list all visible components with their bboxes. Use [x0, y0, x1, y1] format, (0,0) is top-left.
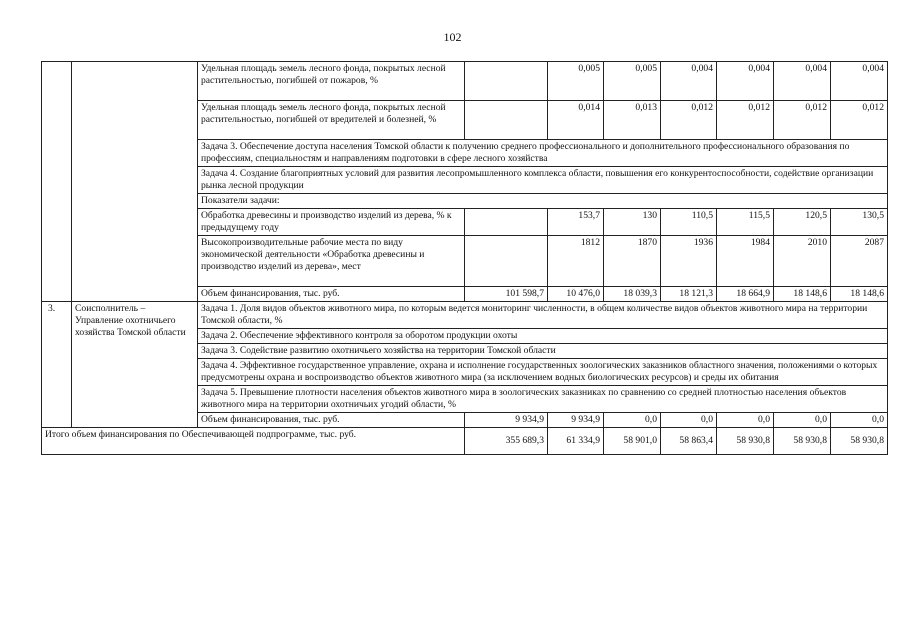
value-cell: 0,014 [548, 101, 604, 140]
task-description: Задача 2. Обеспечение эффективного контроля за оборотом продукции охоты [198, 328, 888, 343]
table-row [42, 301, 888, 328]
value-cell: 0,0 [661, 412, 717, 427]
value-cell: 0,004 [717, 62, 774, 101]
task-description: Задача 1. Доля видов объектов животного мира, по которым ведется мониторинг численности, в общем количестве видов объектов животного мира на территории Томской области, % [198, 301, 888, 328]
task-description: Задача 5. Превышение плотности населения объектов животного мира в зоологических заказниках по сравнению со средней плотностью населения объектов животного мира на территории охотничьих угодий области, % [198, 385, 888, 412]
value-cell: 0,0 [604, 412, 661, 427]
table-row [42, 62, 888, 101]
value-cell: 130 [604, 208, 661, 235]
base-value [465, 62, 548, 101]
value-cell: 18 148,6 [774, 286, 831, 301]
indicator-label: Обработка древесины и производство изделий из дерева, % к предыдущему году [198, 208, 465, 235]
value-cell: 0,012 [831, 101, 888, 140]
value-cell: 1936 [661, 235, 717, 286]
value-cell: 58 930,8 [717, 427, 774, 454]
base-value [465, 208, 548, 235]
value-cell: 0,004 [831, 62, 888, 101]
value-cell: 10 476,0 [548, 286, 604, 301]
base-value: 355 689,3 [465, 427, 548, 454]
value-cell: 0,012 [774, 101, 831, 140]
value-cell: 153,7 [548, 208, 604, 235]
value-cell: 2010 [774, 235, 831, 286]
value-cell: 0,012 [661, 101, 717, 140]
value-cell: 18 121,3 [661, 286, 717, 301]
value-cell: 0,012 [717, 101, 774, 140]
section-executor: Соисполнитель – Управление охотничьего хозяйства Томской области [72, 301, 198, 427]
value-cell: 58 930,8 [831, 427, 888, 454]
executor-cell [72, 62, 198, 302]
task-description: Задача 3. Содействие развитию охотничьего хозяйства на территории Томской области [198, 343, 888, 358]
value-cell: 18 148,6 [831, 286, 888, 301]
value-cell: 1984 [717, 235, 774, 286]
value-cell: 58 901,0 [604, 427, 661, 454]
value-cell: 18 039,3 [604, 286, 661, 301]
section-number: 3. [42, 301, 72, 427]
value-cell: 9 934,9 [548, 412, 604, 427]
value-cell: 0,0 [717, 412, 774, 427]
indicator-label: Удельная площадь земель лесного фонда, покрытых лесной растительностью, погибшей от пожаров, % [198, 62, 465, 101]
value-cell: 61 334,9 [548, 427, 604, 454]
value-cell: 0,005 [548, 62, 604, 101]
base-value [465, 235, 548, 286]
value-cell: 2087 [831, 235, 888, 286]
value-cell: 120,5 [774, 208, 831, 235]
base-value [465, 101, 548, 140]
base-value: 9 934,9 [465, 412, 548, 427]
indicator-label: Удельная площадь земель лесного фонда, покрытых лесной растительностью, погибшей от вредителей и болезней, % [198, 101, 465, 140]
task-description: Задача 3. Обеспечение доступа населения Томской области к получению среднего профессионального и дополнительного профессионального образования по профессиям, специальностям и направлениям подготовки в сфере лесного хозяйства [198, 140, 888, 167]
total-label: Итого объем финансирования по Обеспечивающей подпрограмме, тыс. руб. [42, 427, 465, 454]
value-cell: 0,004 [661, 62, 717, 101]
value-cell: 18 664,9 [717, 286, 774, 301]
value-cell: 0,013 [604, 101, 661, 140]
value-cell: 0,005 [604, 62, 661, 101]
value-cell: 58 930,8 [774, 427, 831, 454]
value-cell: 130,5 [831, 208, 888, 235]
value-cell: 1812 [548, 235, 604, 286]
value-cell: 1870 [604, 235, 661, 286]
table-row-total [42, 427, 888, 454]
task-description: Задача 4. Эффективное государственное управление, охрана и исполнение государственных зоологических заказников областного значения, положениями о которых предусмотрены охрана и воспроизводство объектов животного мира (за исключением водных биологических ресурсов) и среды их обитания [198, 358, 888, 385]
indicator-label: Высокопроизводительные рабочие места по виду экономической деятельности «Обработка древесины и производство изделий из дерева», мест [198, 235, 465, 286]
value-cell: 0,0 [831, 412, 888, 427]
base-value: 101 598,7 [465, 286, 548, 301]
value-cell: 110,5 [661, 208, 717, 235]
financing-label: Объем финансирования, тыс. руб. [198, 412, 465, 427]
indicators-heading: Показатели задачи: [198, 193, 888, 208]
value-cell: 0,004 [774, 62, 831, 101]
financing-label: Объем финансирования, тыс. руб. [198, 286, 465, 301]
value-cell: 115,5 [717, 208, 774, 235]
section-number-cell [42, 62, 72, 302]
program-table [41, 61, 888, 455]
task-description: Задача 4. Создание благоприятных условий для развития лесопромышленного комплекса области, повышения его конкурентоспособности, содействие организации рынка лесной продукции [198, 166, 888, 193]
page-number: 102 [443, 30, 462, 44]
value-cell: 0,0 [774, 412, 831, 427]
value-cell: 58 863,4 [661, 427, 717, 454]
